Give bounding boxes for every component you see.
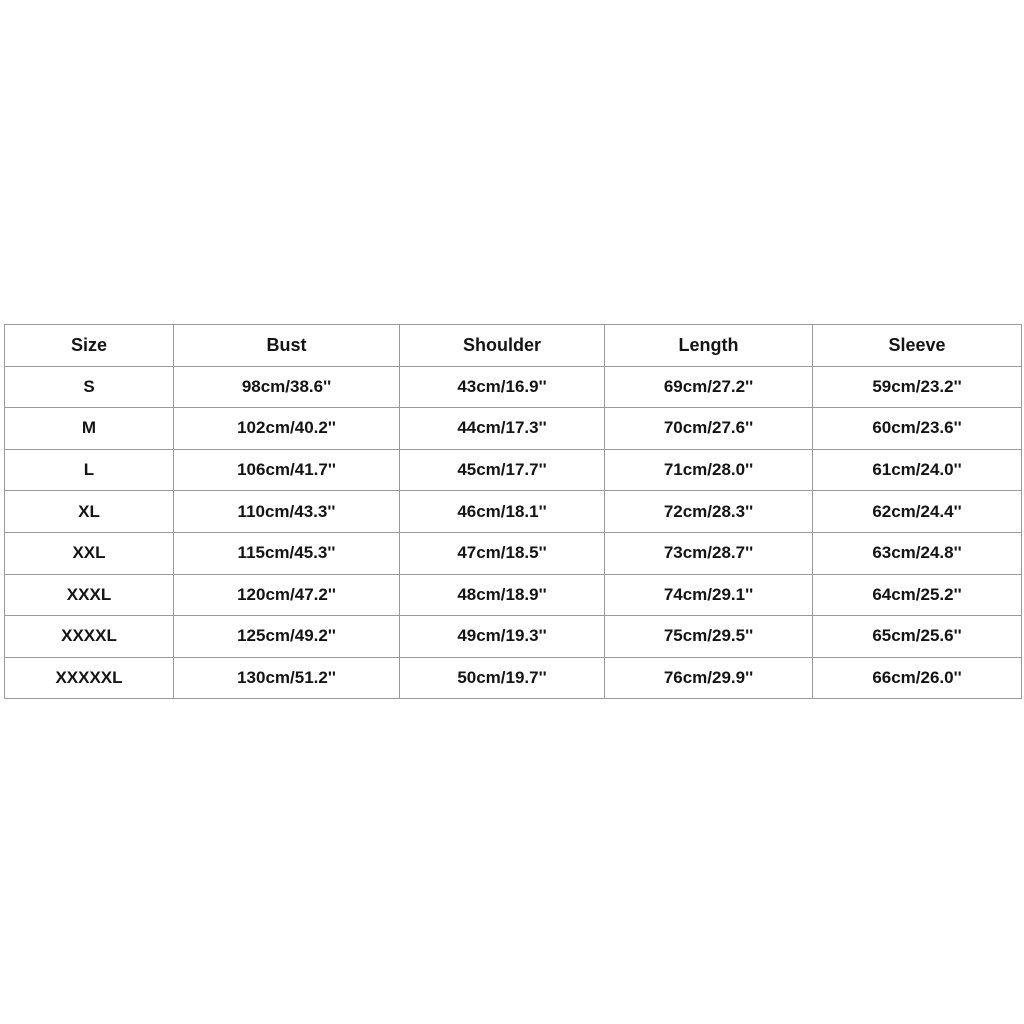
- bust-cell: 130cm/51.2'': [174, 657, 400, 699]
- size-cell: XL: [5, 491, 174, 533]
- size-cell: XXXL: [5, 574, 174, 616]
- bust-cell: 106cm/41.7'': [174, 449, 400, 491]
- sleeve-cell: 66cm/26.0'': [813, 657, 1022, 699]
- table-row: [5, 657, 1022, 699]
- header-size: Size: [5, 325, 174, 367]
- shoulder-cell: 50cm/19.7'': [400, 657, 605, 699]
- header-bust: Bust: [174, 325, 400, 367]
- table-row: [5, 574, 1022, 616]
- sleeve-cell: 63cm/24.8'': [813, 532, 1022, 574]
- table-row: [5, 408, 1022, 450]
- shoulder-cell: 43cm/16.9'': [400, 366, 605, 408]
- table-row: [5, 366, 1022, 408]
- bust-cell: 110cm/43.3'': [174, 491, 400, 533]
- sleeve-cell: 65cm/25.6'': [813, 616, 1022, 658]
- sleeve-cell: 62cm/24.4'': [813, 491, 1022, 533]
- table-row: [5, 491, 1022, 533]
- length-cell: 70cm/27.6'': [605, 408, 813, 450]
- size-cell: XXXXXL: [5, 657, 174, 699]
- length-cell: 71cm/28.0'': [605, 449, 813, 491]
- length-cell: 72cm/28.3'': [605, 491, 813, 533]
- length-cell: 74cm/29.1'': [605, 574, 813, 616]
- sleeve-cell: 60cm/23.6'': [813, 408, 1022, 450]
- size-cell: L: [5, 449, 174, 491]
- length-cell: 75cm/29.5'': [605, 616, 813, 658]
- length-cell: 76cm/29.9'': [605, 657, 813, 699]
- size-cell: M: [5, 408, 174, 450]
- header-sleeve: Sleeve: [813, 325, 1022, 367]
- header-shoulder: Shoulder: [400, 325, 605, 367]
- sleeve-cell: 64cm/25.2'': [813, 574, 1022, 616]
- length-cell: 69cm/27.2'': [605, 366, 813, 408]
- shoulder-cell: 49cm/19.3'': [400, 616, 605, 658]
- shoulder-cell: 47cm/18.5'': [400, 532, 605, 574]
- bust-cell: 115cm/45.3'': [174, 532, 400, 574]
- size-cell: XXL: [5, 532, 174, 574]
- length-cell: 73cm/28.7'': [605, 532, 813, 574]
- table-row: [5, 532, 1022, 574]
- bust-cell: 102cm/40.2'': [174, 408, 400, 450]
- table-row: [5, 616, 1022, 658]
- bust-cell: 98cm/38.6'': [174, 366, 400, 408]
- shoulder-cell: 48cm/18.9'': [400, 574, 605, 616]
- bust-cell: 125cm/49.2'': [174, 616, 400, 658]
- table-row: [5, 449, 1022, 491]
- size-chart-table: [4, 324, 1022, 699]
- shoulder-cell: 44cm/17.3'': [400, 408, 605, 450]
- sleeve-cell: 61cm/24.0'': [813, 449, 1022, 491]
- shoulder-cell: 45cm/17.7'': [400, 449, 605, 491]
- header-length: Length: [605, 325, 813, 367]
- bust-cell: 120cm/47.2'': [174, 574, 400, 616]
- shoulder-cell: 46cm/18.1'': [400, 491, 605, 533]
- sleeve-cell: 59cm/23.2'': [813, 366, 1022, 408]
- size-cell: XXXXL: [5, 616, 174, 658]
- size-cell: S: [5, 366, 174, 408]
- header-row: [5, 325, 1022, 367]
